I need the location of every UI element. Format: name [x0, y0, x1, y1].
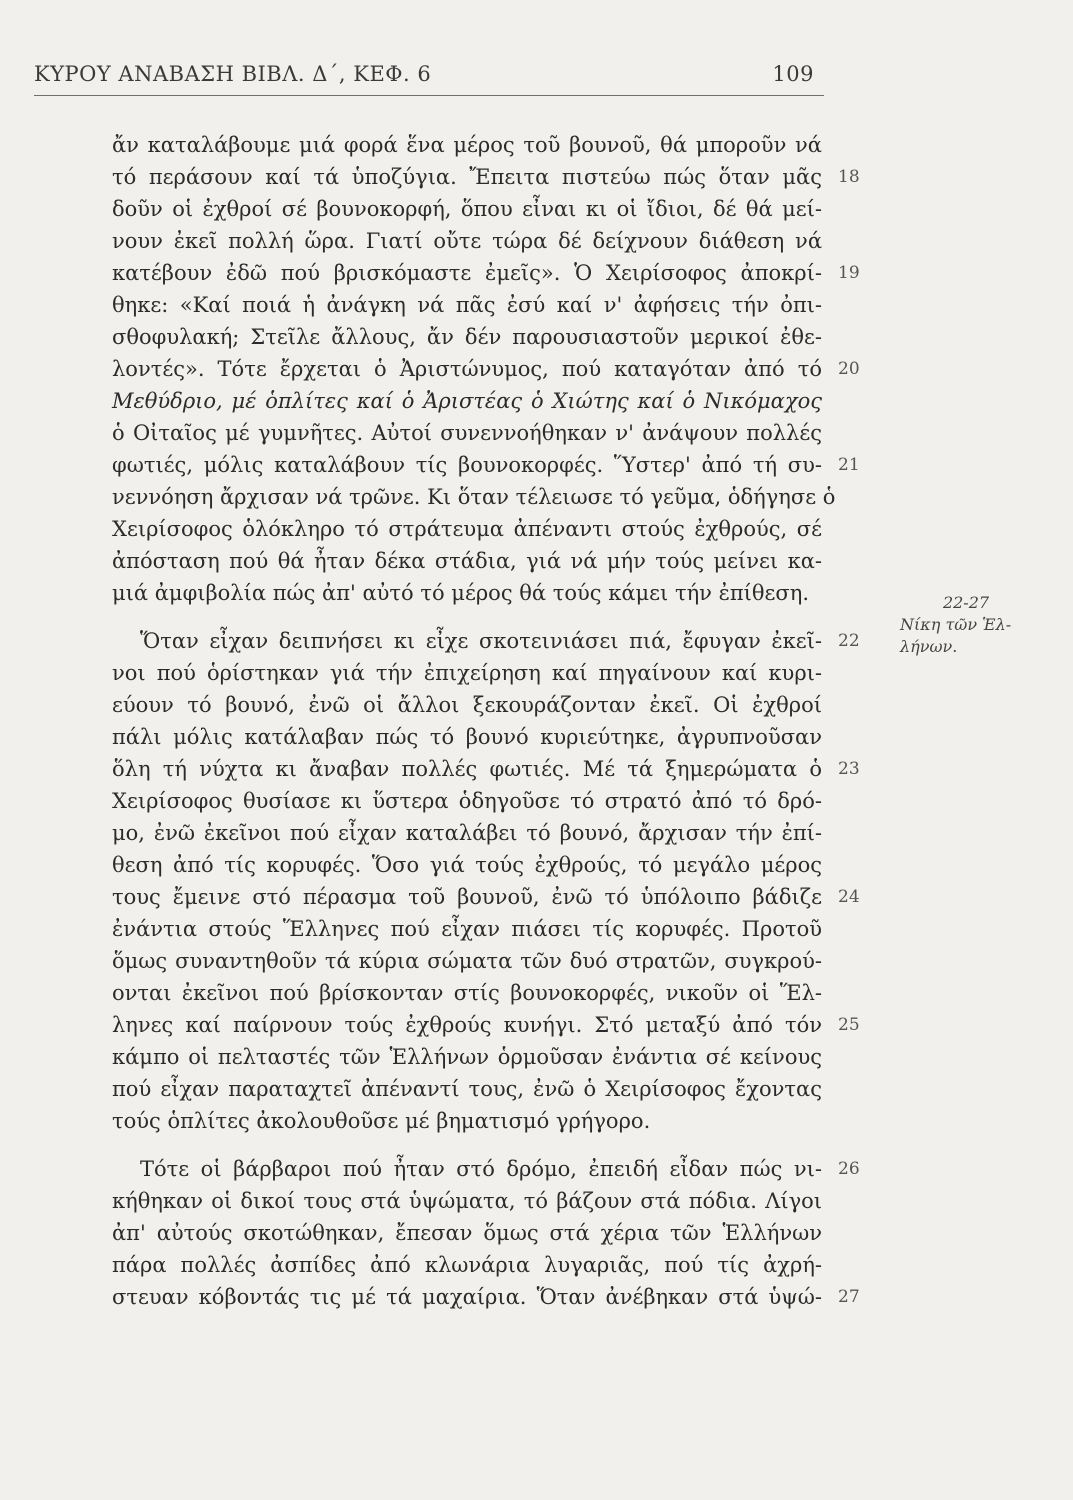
header-title: ΚΥΡΟΥ ΑΝΑΒΑΣΗ ΒΙΒΛ. Δ΄, ΚΕΦ. 6	[34, 62, 432, 86]
section-number: 20	[838, 359, 860, 379]
text-line: ὅλη τή νύχτα κι ἄναβαν πολλές φωτιές. Μέ τά ξημερώματα ὁ	[112, 757, 822, 781]
text-line: Ὅταν εἶχαν δειπνήσει κι εἶχε σκοτεινιάσει πιά, ἔφυγαν ἐκεῖ-	[140, 629, 822, 653]
text-line: θεση ἀπό τίς κορυφές. Ὅσο γιά τούς ἐχθρούς, τό μεγάλο μέρος	[112, 853, 822, 877]
section-number: 22	[838, 631, 860, 651]
margin-note-text: Νίκη τῶν Ἑλ-	[900, 615, 1012, 634]
section-number: 25	[838, 1015, 860, 1035]
text-line: κήθηκαν οἱ δικοί τους στά ὑψώματα, τό βάζουν στά πόδια. Λίγοι	[112, 1189, 822, 1213]
text-line: στευαν κόβοντάς τις μέ τά μαχαίρια. Ὅταν ἀνέβηκαν στά ὑψώ-	[112, 1285, 822, 1309]
text-line: εύουν τό βουνό, ἐνῶ οἱ ἄλλοι ξεκουράζονταν ἐκεῖ. Οἱ ἐχθροί	[112, 693, 822, 717]
margin-note	[900, 592, 1060, 658]
text-line: λοντές». Τότε ἔρχεται ὁ Ἀριστώνυμος, πού καταγόταν ἀπό τό	[112, 357, 822, 381]
text-line: τό περάσουν καί τά ὑποζύγια. Ἔπειτα πιστεύω πώς ὅταν μᾶς	[112, 165, 822, 189]
text-line: πάλι μόλις κατάλαβαν πώς τό βουνό κυριεύτηκε, ἀγρυπνοῦσαν	[112, 725, 822, 749]
text-line: σθοφυλακή; Στεῖλε ἄλλους, ἄν δέν παρουσιαστοῦν μερικοί ἐθε-	[112, 325, 822, 349]
text-line: φωτιές, μόλις καταλάβουν τίς βουνοκορφές. Ὕστερ' ἀπό τή συ-	[112, 453, 822, 477]
text-line: ὁ Οἰταῖος μέ γυμνῆτες. Αὐτοί συνεννοήθηκαν ν' ἀνάψουν πολλές	[112, 421, 822, 445]
section-number: 19	[838, 263, 860, 283]
section-number: 26	[838, 1159, 860, 1179]
text-line: νοι πού ὁρίστηκαν γιά τήν ἐπιχείρηση καί πηγαίνουν καί κυρι-	[112, 661, 822, 685]
text-line: ἄν καταλάβουμε μιά φορά ἕνα μέρος τοῦ βουνοῦ, θά μποροῦν νά	[112, 133, 822, 157]
text-line: μιά ἀμφιβολία πώς ἀπ' αὐτό τό μέρος θά τούς κάμει τήν ἐπίθεση.	[112, 581, 810, 605]
text-line: τούς ὁπλίτες ἀκολουθοῦσε μέ βηματισμό γρήγορο.	[112, 1109, 651, 1133]
text-line: κατέβουν ἐδῶ πού βρισκόμαστε ἐμεῖς». Ὁ Χειρίσοφος ἀποκρί-	[112, 261, 822, 285]
section-number: 21	[838, 455, 860, 475]
section-number: 24	[838, 887, 860, 907]
text-line: ληνες καί παίρνουν τούς ἐχθρούς κυνήγι. Στό μεταξύ ἀπό τόν	[112, 1013, 822, 1037]
running-header	[34, 62, 834, 94]
section-number: 18	[838, 167, 860, 187]
text-line: ονται ἐκεῖνοι πού βρίσκονταν στίς βουνοκορφές, νικοῦν οἱ Ἕλ-	[112, 981, 822, 1005]
margin-note-text: λήνων.	[900, 637, 958, 656]
text-line: τους ἔμεινε στό πέρασμα τοῦ βουνοῦ, ἐνῶ τό ὑπόλοιπο βάδιζε	[112, 885, 822, 909]
text-line: ὅμως συναντηθοῦν τά κύρια σώματα τῶν δυό στρατῶν, συγκρού-	[112, 949, 822, 973]
text-line: Χειρίσοφος ὁλόκληρο τό στράτευμα ἀπέναντι στούς ἐχθρούς, σέ	[112, 517, 822, 541]
text-line: ἀπόσταση πού θά ἦταν δέκα στάδια, γιά νά μήν τούς μείνει κα-	[112, 549, 822, 573]
text-line: Χειρίσοφος θυσίασε κι ὕστερα ὁδηγοῦσε τό στρατό ἀπό τό δρό-	[112, 789, 822, 813]
text-line: νεννόηση ἄρχισαν νά τρῶνε. Κι ὅταν τέλειωσε τό γεῦμα, ὁδήγησε ὁ	[112, 485, 836, 509]
section-number: 27	[838, 1287, 860, 1307]
text-line: δοῦν οἱ ἐχθροί σέ βουνοκορφή, ὅπου εἶναι κι οἱ ἴδιοι, δέ θά μεί-	[112, 197, 822, 221]
margin-note-range: 22-27	[942, 593, 990, 612]
text-line: πάρα πολλές ἀσπίδες ἀπό κλωνάρια λυγαριᾶς, πού τίς ἀχρή-	[112, 1253, 822, 1277]
text-line: πού εἶχαν παραταχτεῖ ἀπέναντί τους, ἐνῶ ὁ Χειρίσοφος ἔχοντας	[112, 1077, 822, 1101]
text-line: Μεθύδριο, μέ ὁπλίτες καί ὁ Ἀριστέας ὁ Χιώτης καί ὁ Νικόμαχος	[112, 389, 822, 413]
text-line: θηκε: «Καί ποιά ἡ ἀνάγκη νά πᾶς ἐσύ καί ν' ἀφήσεις τήν ὀπι-	[112, 293, 822, 317]
header-rule	[34, 95, 824, 96]
text-line: Τότε οἱ βάρβαροι πού ἦταν στό δρόμο, ἐπειδή εἶδαν πώς νι-	[140, 1157, 822, 1181]
text-line: ἐνάντια στούς Ἕλληνες πού εἶχαν πιάσει τίς κορυφές. Προτοῦ	[112, 917, 822, 941]
text-line: ἀπ' αὐτούς σκοτώθηκαν, ἔπεσαν ὅμως στά χέρια τῶν Ἑλλήνων	[112, 1221, 822, 1245]
text-line: νουν ἐκεῖ πολλή ὥρα. Γιατί οὔτε τώρα δέ δείχνουν διάθεση νά	[112, 229, 822, 253]
section-number: 23	[838, 759, 860, 779]
text-line: κάμπο οἱ πελταστές τῶν Ἑλλήνων ὁρμοῦσαν ἐνάντια σέ κείνους	[112, 1045, 822, 1069]
page-number: 109	[772, 62, 814, 86]
text-line: μο, ἐνῶ ἐκεῖνοι πού εἶχαν καταλάβει τό βουνό, ἄρχισαν τήν ἐπί-	[112, 821, 822, 845]
